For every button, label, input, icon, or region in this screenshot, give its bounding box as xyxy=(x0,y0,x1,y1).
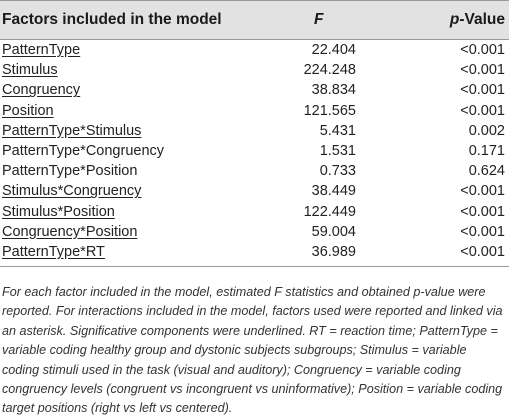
f-statistic-cell: 121.565 xyxy=(303,102,356,119)
f-statistic-cell: 5.431 xyxy=(319,122,356,139)
header-f: F xyxy=(314,11,324,28)
p-value-cell: 0.624 xyxy=(468,163,505,180)
table-row xyxy=(0,121,509,141)
factor-cell: PatternType xyxy=(2,42,81,58)
p-value-cell: <0.001 xyxy=(460,223,505,240)
table-header xyxy=(0,0,509,40)
table-row xyxy=(0,222,509,242)
factor-cell: Stimulus*Position xyxy=(2,203,115,220)
p-value-cell: <0.001 xyxy=(460,243,505,260)
p-value-cell: <0.001 xyxy=(460,42,505,58)
p-value-cell: <0.001 xyxy=(460,183,505,200)
p-value-cell: 0.002 xyxy=(468,122,505,139)
table-row xyxy=(0,101,509,121)
f-statistic-cell: 59.004 xyxy=(311,223,356,240)
factor-cell: PatternType*RT xyxy=(2,243,105,260)
factor-cell: PatternType*Stimulus xyxy=(2,122,142,139)
table-row xyxy=(0,161,509,181)
p-value-cell: <0.001 xyxy=(460,82,505,99)
f-statistic-cell: 38.834 xyxy=(311,82,356,99)
header-p-italic: p xyxy=(449,11,460,28)
factor-cell: Position xyxy=(2,102,54,119)
f-statistic-cell: 1.531 xyxy=(319,142,356,159)
f-statistic-cell: 22.404 xyxy=(311,42,356,58)
table-row xyxy=(0,60,509,80)
f-statistic-cell: 122.449 xyxy=(303,203,356,220)
p-value-cell: 0.171 xyxy=(468,142,505,159)
f-statistic-cell: 0.733 xyxy=(319,163,356,180)
p-value-cell: <0.001 xyxy=(460,62,505,79)
p-value-cell: <0.001 xyxy=(460,102,505,119)
p-value-cell: <0.001 xyxy=(460,203,505,220)
table-row xyxy=(0,202,509,222)
table-row xyxy=(0,40,509,60)
header-p-rest: -Value xyxy=(459,11,505,28)
factor-cell: PatternType*Congruency xyxy=(2,142,165,159)
table-row xyxy=(0,242,509,262)
factor-cell: Congruency xyxy=(2,82,81,99)
table-row xyxy=(0,141,509,161)
table-footnote: For each factor included in the model, estimated F statistics and obtained p-value were reported. For interactions included in the model, factors used were reported and linked via an asterisk. Significative components were underlined. RT = reaction time; PatternType = variable coding healthy group and dystonic subjects subgroups; Stimulus = variable coding stimuli used in the task (visual and auditory); Congruency = variable coding congruency levels (congruent vs incongruent vs uninformative); Position = variable coding target positions (right vs left vs centered). xyxy=(2,285,503,416)
f-statistic-cell: 224.248 xyxy=(303,62,356,79)
f-statistic-cell: 36.989 xyxy=(311,243,356,260)
header-factors: Factors included in the model xyxy=(2,11,222,28)
factor-cell: Stimulus xyxy=(2,62,58,79)
table-row xyxy=(0,181,509,201)
factor-cell: Congruency*Position xyxy=(2,223,138,240)
f-statistic-cell: 38.449 xyxy=(311,183,356,200)
table-body xyxy=(0,40,509,262)
factor-cell: PatternType*Position xyxy=(2,163,138,180)
table-bottom-rule xyxy=(0,266,509,267)
factor-cell: Stimulus*Congruency xyxy=(2,183,142,200)
table-row xyxy=(0,80,509,100)
header-p-value xyxy=(450,1,505,39)
